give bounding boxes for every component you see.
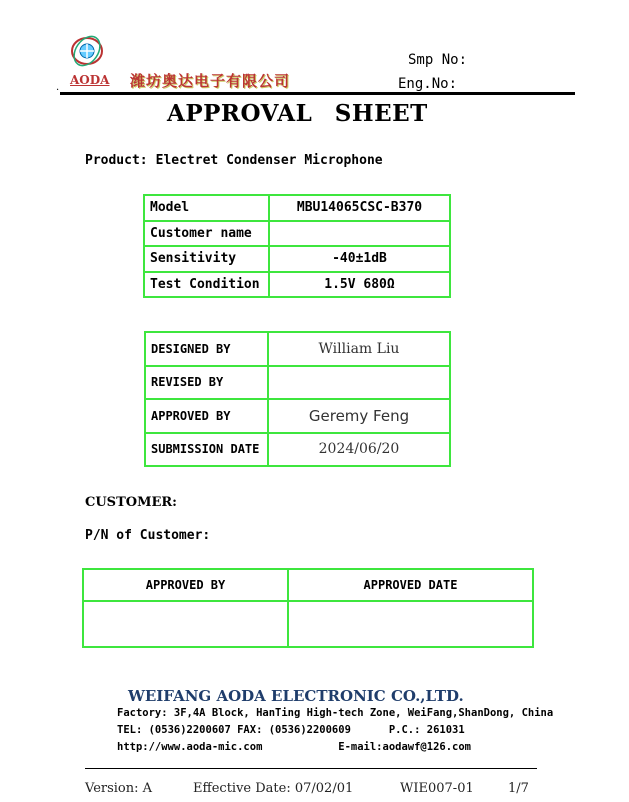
sign-row-submission-date: [145, 433, 450, 467]
sign-key: SUBMISSION DATE: [145, 433, 268, 467]
header-dot: .: [56, 82, 60, 93]
page-title: APPROVAL SHEET: [167, 100, 428, 127]
spec-row-sensitivity: [144, 246, 450, 272]
product-value: Electret Condenser Microphone: [155, 153, 383, 168]
sign-key: DESIGNED BY: [145, 332, 268, 366]
spec-key: Test Condition: [144, 272, 269, 298]
header-rule: [60, 92, 575, 95]
sign-value: Geremy Feng: [268, 399, 450, 433]
approved-by-header: APPROVED BY: [83, 569, 288, 601]
footer-version: Version: A: [85, 781, 153, 796]
approved-date-header: APPROVED DATE: [288, 569, 533, 601]
sign-key: REVISED BY: [145, 366, 268, 400]
footer-doc-no: WIE007-01: [400, 781, 474, 796]
sign-off-table: [144, 331, 451, 467]
spec-key: Sensitivity: [144, 246, 269, 272]
spec-table: [143, 194, 451, 298]
approved-by-cell: [83, 601, 288, 647]
approval-header-row: [83, 569, 533, 601]
logo-text: AODA: [70, 73, 110, 87]
sign-row-approved-by: [145, 399, 450, 433]
product-line: [85, 153, 391, 168]
smp-no-label: Smp No:: [408, 52, 468, 68]
sign-value: [268, 366, 450, 400]
spec-row-model: [144, 195, 450, 221]
company-name-en: WEIFANG AODA ELECTRONIC CO.,LTD.: [128, 687, 464, 705]
spec-row-test-condition: [144, 272, 450, 298]
footer-page: 1/7: [508, 781, 529, 796]
spec-key: Model: [144, 195, 269, 221]
spec-key: Customer name: [144, 221, 269, 247]
sign-value: 2024/06/20: [268, 433, 450, 467]
spec-row-customer-name: [144, 221, 450, 247]
factory-address: Factory: 3F,4A Block, HanTing High-tech Zone, WeiFang,ShanDong, China: [117, 707, 554, 719]
sign-row-revised-by: [145, 366, 450, 400]
sign-key: APPROVED BY: [145, 399, 268, 433]
tel-fax: TEL: (0536)2200607 FAX: (0536)2200609 P.C.: 261031: [117, 724, 465, 736]
web-email: http://www.aoda-mic.com E-mail:aodawf@126.com: [117, 741, 472, 753]
customer-pn-label: P/N of Customer:: [85, 528, 211, 543]
approval-body-row: [83, 601, 533, 647]
sign-value: William Liu: [268, 332, 450, 366]
spec-value: [269, 221, 450, 247]
footer-rule: [85, 768, 537, 769]
eng-no-label: Eng.No:: [398, 76, 458, 92]
company-name-cn: 潍坊奥达电子有限公司: [130, 72, 291, 90]
customer-approval-table: [82, 568, 534, 648]
approved-date-cell: [288, 601, 533, 647]
sign-row-designed-by: [145, 332, 450, 366]
product-label: Product:: [85, 153, 148, 168]
spec-value: MBU14065CSC-B370: [269, 195, 450, 221]
spec-value: 1.5V 680Ω: [269, 272, 450, 298]
footer-effective-date: Effective Date: 07/02/01: [193, 781, 354, 796]
customer-label: CUSTOMER:: [85, 495, 177, 510]
company-logo-icon: [68, 34, 106, 68]
spec-value: -40±1dB: [269, 246, 450, 272]
